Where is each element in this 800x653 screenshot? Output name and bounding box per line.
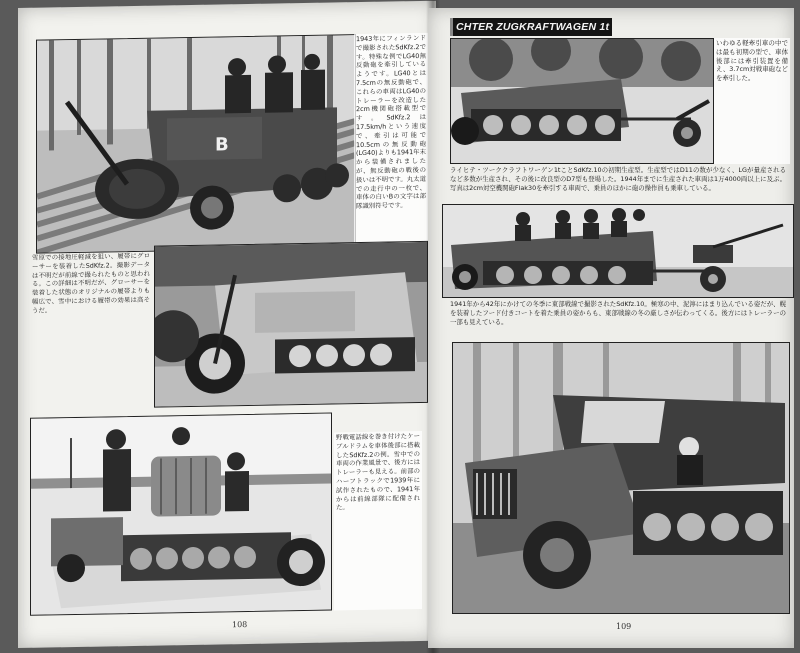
photo-sdkfz10-winter-mud bbox=[452, 342, 790, 614]
photo-kettenkrad-grousers bbox=[154, 241, 428, 408]
caption-photo-6: 1941年から42年にかけての冬季に東部戦線で撮影されたSdKfz.10。極寒の中、泥濘にはまり込んでいる姿だが、幌を装着したフード付きコートを着た乗員の姿からも、東部戦線の冬の厳しさが伝わってくる。後方にはトレーラーの一部も見えている。 bbox=[450, 300, 786, 326]
photo-kettenkrad-cable-drum bbox=[30, 413, 332, 616]
heading-accent bbox=[450, 18, 453, 36]
page-number-right: 109 bbox=[616, 622, 632, 631]
vehicle-marking-b: B bbox=[215, 134, 229, 156]
heading-text: CHTER ZUGKRAFTWAGEN 1t bbox=[456, 21, 610, 33]
photo-kettenkrad-log-road bbox=[36, 34, 356, 254]
caption-photo-3: 野戦電話線を巻き付けたケーブルドラムを車体後部に搭載したSdKfz.2の例。雪中での車両の作業風景で、後方にはトレーラーも見える。前部のハーフトラックで1939年に試作されたもので、1941年からは前線部隊に配備された。 bbox=[334, 431, 422, 611]
caption-photo-2: 雪原での接地圧軽減を狙い、履帯にグローサーを装着したSdKfz.2。撮影データは不明だが前線で撮られたものと思われる。この詳細は不明だが、グローサーを装着した状態のオリジナルの履帯よりも幅広で、雪中における履帯の効果は高そうだ。 bbox=[32, 251, 150, 315]
page-number-left: 108 bbox=[232, 619, 248, 630]
left-page bbox=[18, 1, 436, 648]
photo-sdkfz10-flak-tow bbox=[442, 204, 794, 298]
photo-sdkfz10-towing-top bbox=[450, 38, 714, 164]
section-heading bbox=[450, 18, 612, 36]
caption-photo-1: 1943年にフィンランドで撮影されたSdKfz.2です。特殊な例でLG40無反動砲を牽引しているようです。LG40とは7.5cmの無反動砲で、これらの車両はLG40のトレーラーを改造した2cm機関砲搭載型です。SdKfz.2は17.5km/hという速度で、牽引は可能で10.5cmの無反動砲(LG40)よりも1941年末から装備されましたが、無反動砲の戦後の扱いは不明です。丸太道での走行中の一枚で、車体の白いBの文字は部隊識別符号です。 bbox=[354, 33, 428, 272]
caption-photo-5: ライヒテ・ツーククラフトワーゲン1tことSdKfz.10の初期生産型。生産型ではD11の数が少なく、LGが量産されるなど多数が生産され、その後に改良型のD7型も登場した。1944年までに生産された車両は1万4000両以上に及ぶ。写真は2cm対空機関砲Flak30を牽引する車両で、乗員のほかに砲の操作員も乗車している。 bbox=[450, 166, 786, 192]
caption-photo-4: いわゆる軽牽引車の中では最も初期の型で、車体後部には牽引装置を備え、3.7cm対戦車砲などを牽引した。 bbox=[714, 38, 790, 164]
right-page bbox=[428, 8, 794, 648]
